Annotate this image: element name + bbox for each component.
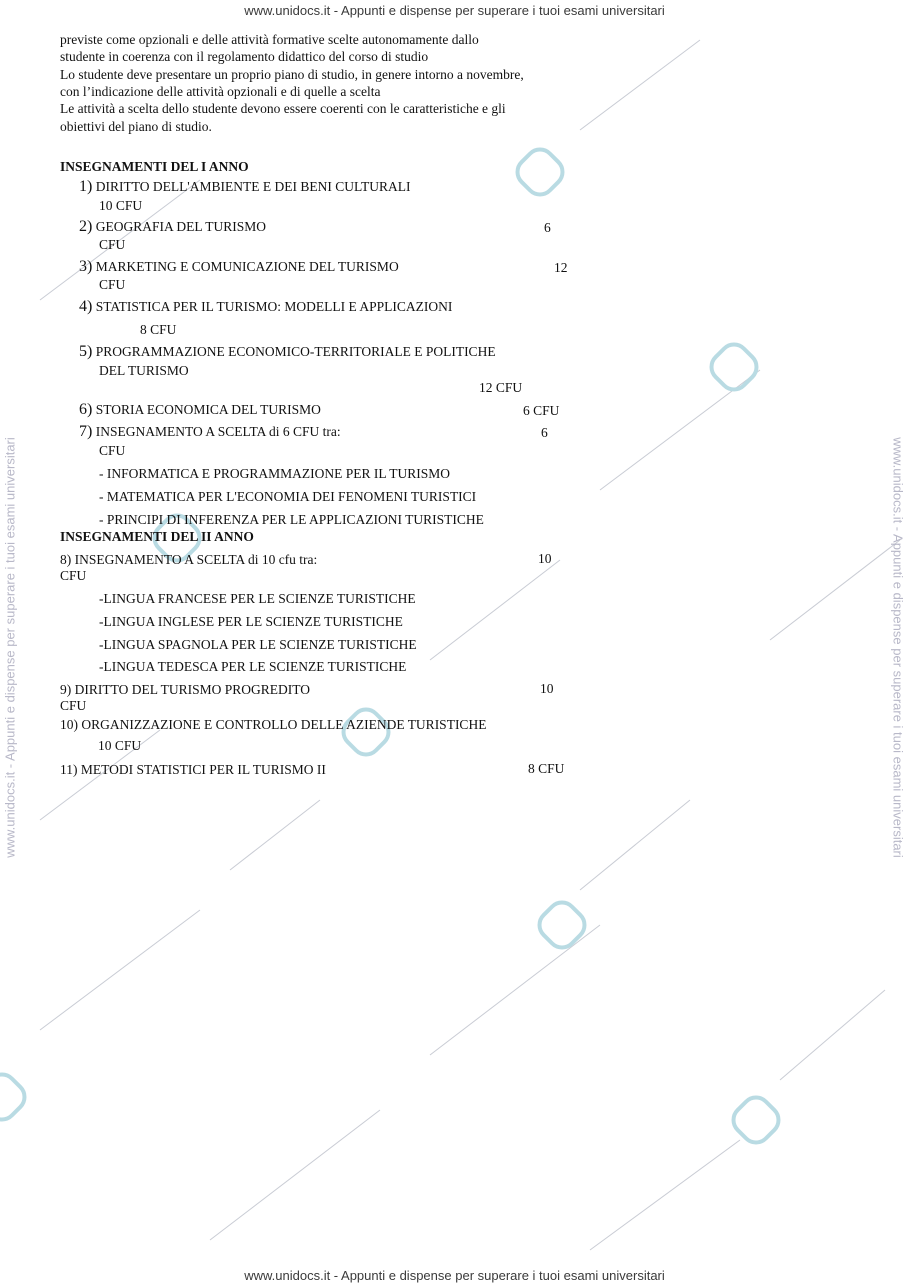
course-number: 3) xyxy=(79,258,93,275)
course-8-cfu-unit: CFU xyxy=(60,568,87,583)
intro-line-5: Le attività a scelta dello studente devono essere coerenti con le caratteristiche e gli xyxy=(60,101,506,116)
option-item-1: - INFORMATICA E PROGRAMMAZIONE PER IL TURISMO xyxy=(99,466,451,481)
course-10-title: 10) ORGANIZZAZIONE E CONTROLLO DELLE AZIENDE TURISTICHE xyxy=(60,717,487,732)
intro-line-6: obiettivi del piano di studio. xyxy=(60,119,212,134)
intro-line-3: Lo studente deve presentare un proprio piano di studio, in genere intorno a novembre, xyxy=(60,67,524,82)
course-5-title-continued: DEL TURISMO xyxy=(99,363,189,378)
course-3-cfu-unit: CFU xyxy=(99,277,126,292)
year2-heading: INSEGNAMENTI DEL II ANNO xyxy=(60,529,254,544)
left-side-watermark: www.unidocs.it - Appunti e dispense per superare i tuoi esami universitari xyxy=(2,437,18,858)
course-7-cfu-value: 6 xyxy=(541,425,548,440)
course-number: 7) xyxy=(79,423,93,440)
intro-line-1: previste come opzionali e delle attività formative scelte autonomamente dallo xyxy=(60,32,479,47)
course-number: 1) xyxy=(79,178,93,195)
course-9-title: 9) DIRITTO DEL TURISMO PROGREDITO xyxy=(60,682,311,697)
course-title: PROGRAMMAZIONE ECONOMICO-TERRITORIALE E POLITICHE xyxy=(95,344,496,359)
course-title: INSEGNAMENTO A SCELTA di 6 CFU tra: xyxy=(95,424,341,439)
course-6-cfu: 6 CFU xyxy=(523,403,560,418)
right-side-watermark: www.unidocs.it - Appunti e dispense per superare i tuoi esami universitari xyxy=(890,437,906,858)
course-2-cfu-value: 6 xyxy=(544,220,551,235)
course-3 xyxy=(79,258,399,275)
course-title: MARKETING E COMUNICAZIONE DEL TURISMO xyxy=(95,259,399,274)
course-6 xyxy=(79,401,321,418)
year1-heading: INSEGNAMENTI DEL I ANNO xyxy=(60,159,249,174)
course-title: DIRITTO DELL'AMBIENTE E DEI BENI CULTURALI xyxy=(95,179,411,194)
course-5-cfu: 12 CFU xyxy=(479,380,523,395)
footer-watermark: www.unidocs.it - Appunti e dispense per superare i tuoi esami universitari xyxy=(244,1268,665,1283)
course-number: 2) xyxy=(79,218,93,235)
course-5 xyxy=(79,343,496,360)
course-4 xyxy=(79,298,452,315)
option-item-3: - PRINCIPI DI INFERENZA PER LE APPLICAZIONI TURISTICHE xyxy=(99,512,484,527)
course-number: 4) xyxy=(79,298,93,315)
course-9-cfu-unit: CFU xyxy=(60,698,87,713)
course-4-cfu: 8 CFU xyxy=(140,322,177,337)
course-7-cfu-unit: CFU xyxy=(99,443,126,458)
language-item-4: -LINGUA TEDESCA PER LE SCIENZE TURISTICHE xyxy=(99,659,407,674)
course-2 xyxy=(79,218,266,235)
course-1 xyxy=(79,178,410,195)
course-title: STATISTICA PER IL TURISMO: MODELLI E APPLICAZIONI xyxy=(95,299,453,314)
option-item-2: - MATEMATICA PER L'ECONOMIA DEI FENOMENI TURISTICI xyxy=(99,489,477,504)
language-item-1: -LINGUA FRANCESE PER LE SCIENZE TURISTICHE xyxy=(99,591,416,606)
course-3-cfu-value: 12 xyxy=(554,260,568,275)
course-7 xyxy=(79,423,341,440)
course-1-cfu: 10 CFU xyxy=(99,198,143,213)
course-11-cfu: 8 CFU xyxy=(528,761,565,776)
course-8-cfu-value: 10 xyxy=(538,551,552,566)
language-item-2: -LINGUA INGLESE PER LE SCIENZE TURISTICHE xyxy=(99,614,403,629)
course-number: 6) xyxy=(79,401,93,418)
course-title: GEOGRAFIA DEL TURISMO xyxy=(95,219,266,234)
header-watermark: www.unidocs.it - Appunti e dispense per superare i tuoi esami universitari xyxy=(244,3,665,18)
course-title: STORIA ECONOMICA DEL TURISMO xyxy=(95,402,321,417)
intro-line-2: studente in coerenza con il regolamento didattico del corso di studio xyxy=(60,49,429,64)
course-10-cfu: 10 CFU xyxy=(98,738,142,753)
course-9-cfu-value: 10 xyxy=(540,681,554,696)
course-11-title: 11) METODI STATISTICI PER IL TURISMO II xyxy=(60,762,326,777)
intro-line-4: con l’indicazione delle attività opzionali e di quelle a scelta xyxy=(60,84,381,99)
course-2-cfu-unit: CFU xyxy=(99,237,126,252)
course-8-title: 8) INSEGNAMENTO A SCELTA di 10 cfu tra: xyxy=(60,552,318,567)
language-item-3: -LINGUA SPAGNOLA PER LE SCIENZE TURISTICHE xyxy=(99,637,417,652)
course-number: 5) xyxy=(79,343,93,360)
